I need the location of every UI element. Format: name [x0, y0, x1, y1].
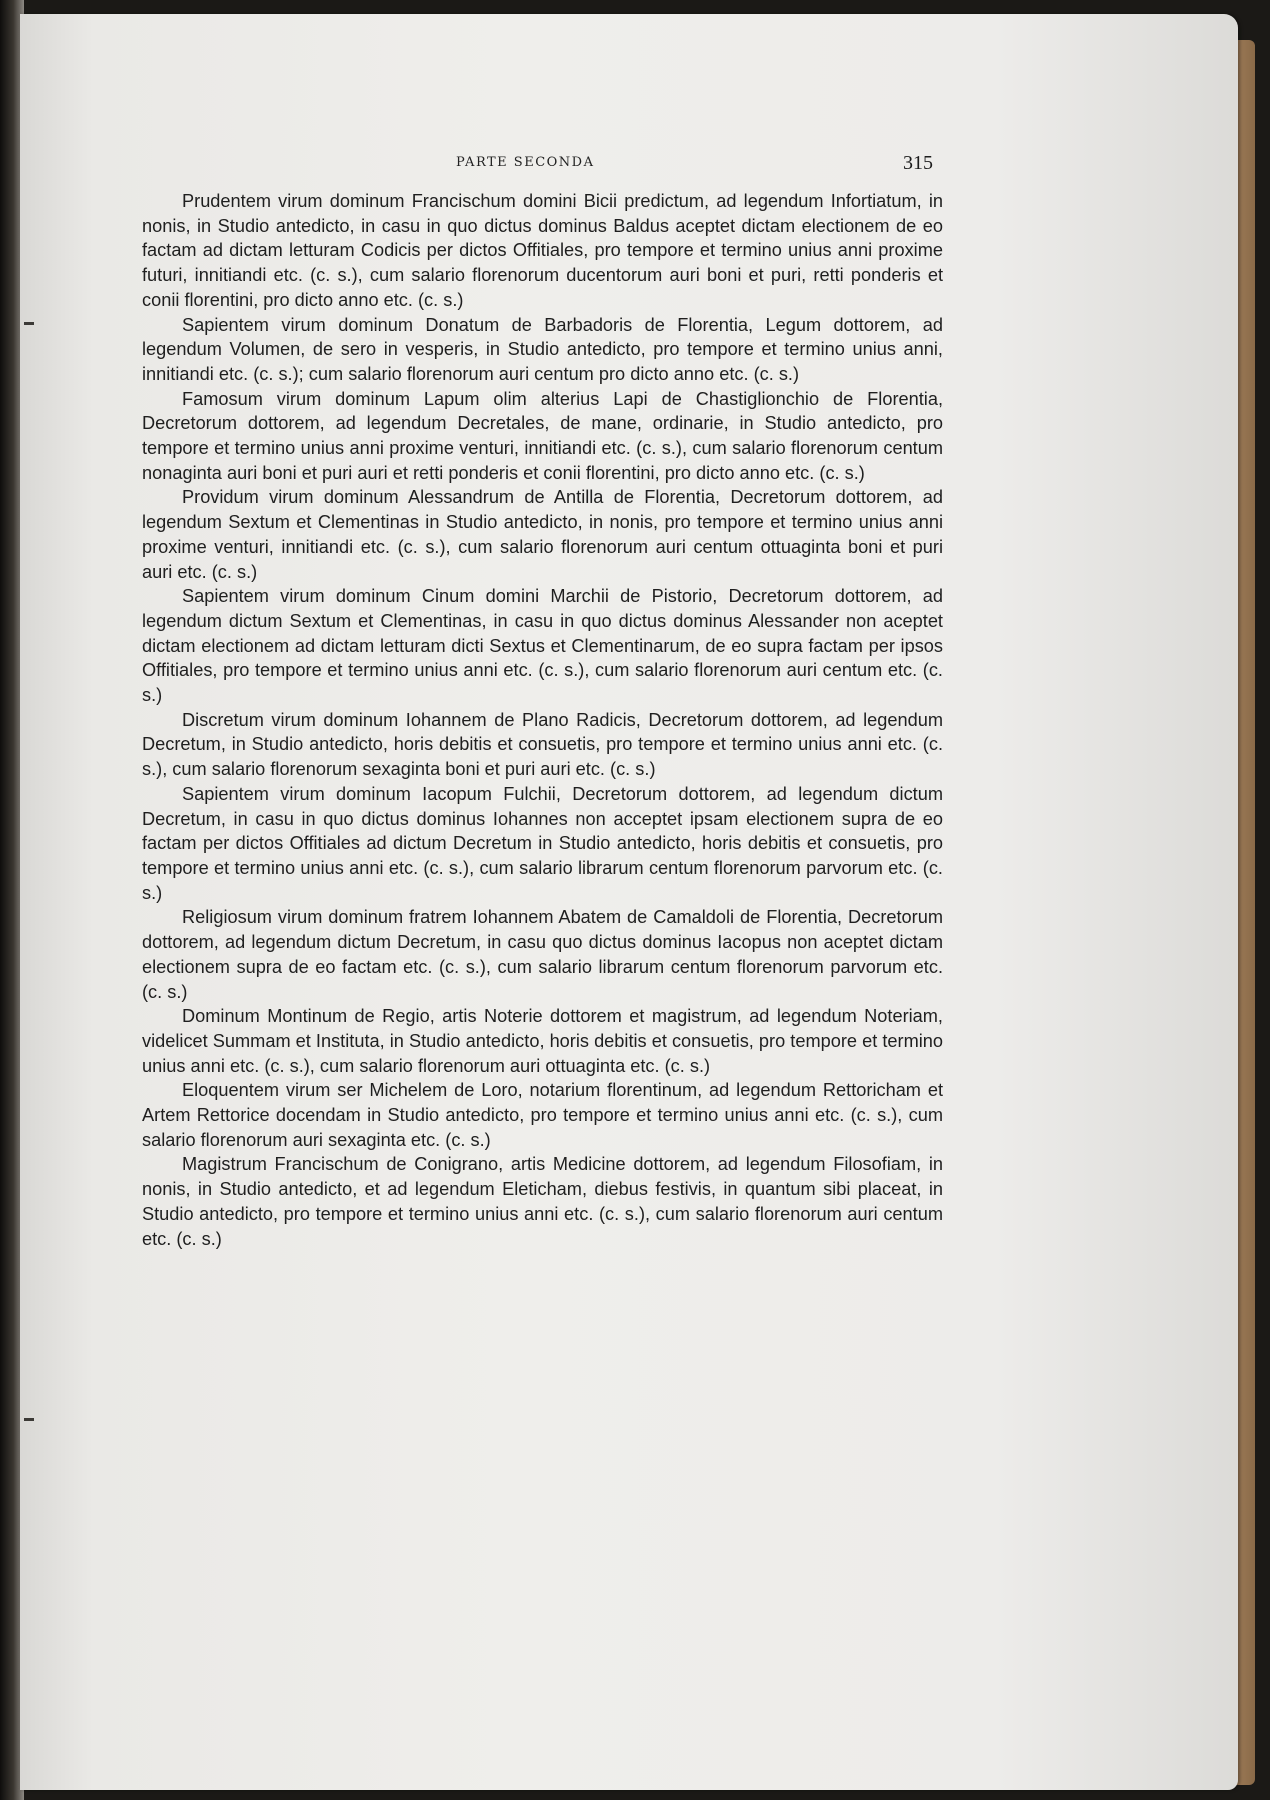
appointment-paragraph: Discretum virum dominum Iohannem de Plano Radicis, Decretorum dottorem, ad legendum Decretum, in Studio antedicto, horis debitis et consuetis, pro tempore et termino unius anni etc. (c. s.), cum salario florenorum sexaginta boni et puri auri etc. (c. s.): [142, 709, 943, 780]
running-head: PARTE SECONDA: [456, 155, 595, 170]
body-text: [142, 189, 943, 1251]
appointment-paragraph: Sapientem virum dominum Cinum domini Marchii de Pistorio, Decretorum dottorem, ad legendum dictum Sextum et Clementinas, in casu in quo dictus dominus Alessander non aceptet dictam electionem ad dictam letturam dicti Sextus et Clementinarum, de eo supra factam per ipsos Offitiales, pro tempore et termino unius anni etc. (c. s.), cum salario florenorum auri centum etc. (c. s.): [142, 586, 943, 706]
appointment-paragraph: Prudentem virum dominum Francischum domini Bicii predictum, ad legendum Infortiatum, in nonis, in Studio antedicto, in casu in quo dictus dominus Baldus aceptet dictam electionem de eo factam ad dictam letturam Codicis per dictos Offitiales, pro tempore et termino unius anni proxime futuri, innitiandi etc. (c. s.), cum salario florenorum ducentorum auri boni et puri, retti ponderis et conii florentini, pro dicto anno etc. (c. s.): [142, 191, 943, 310]
appointment-paragraph: Religiosum virum dominum fratrem Iohannem Abatem de Camaldoli de Florentia, Decretorum dottorem, ad legendum dictum Decretum, in casu quo dictus dominus Iacopus non aceptet dictam electionem supra de eo factam etc. (c. s.), cum salario librarum centum florenorum parvorum etc. (c. s.): [142, 907, 943, 1002]
page-number: 315: [903, 152, 933, 174]
appointment-paragraph: Eloquentem virum ser Michelem de Loro, notarium florentinum, ad legendum Rettoricham et Artem Rettorice docendam in Studio antedicto, pro tempore et termino unius anni etc. (c. s.), cum salario florenorum auri sexaginta etc. (c. s.): [142, 1080, 943, 1150]
margin-mark: [24, 322, 34, 325]
appointment-paragraph: Dominum Montinum de Regio, artis Noterie dottorem et magistrum, ad legendum Noteriam, videlicet Summam et Instituta, in Studio antedicto, horis debitis et consuetis, pro tempore et termino unius anni etc. (c. s.), cum salario florenorum auri ottuaginta etc. (c. s.): [142, 1006, 943, 1076]
appointment-paragraph: Famosum virum dominum Lapum olim alterius Lapi de Chastiglionchio de Florentia, Decretorum dottorem, ad legendum Decretales, de mane, ordinarie, in Studio antedicto, pro tempore et termino unius anni proxime venturi, innitiandi etc. (c. s.), cum salario florenorum centum nonaginta auri boni et puri auri et retti ponderis et conii florentini, pro dicto anno etc. (c. s.): [142, 388, 943, 483]
margin-mark: [24, 1418, 34, 1421]
appointment-paragraph: Sapientem virum dominum Iacopum Fulchii, Decretorum dottorem, ad legendum dictum Decretum, in casu in quo dictus dominus Iohannes non acceptet ipsam electionem supra de eo factam per dictos Offitiales ad dictum Decretum in Studio antedicto, horis debitis et consuetis, pro tempore et termino unius anni etc. (c. s.), cum salario librarum centum florenorum parvorum etc. (c. s.): [142, 783, 943, 903]
appointment-paragraph: Magistrum Francischum de Conigrano, artis Medicine dottorem, ad legendum Filosofiam, in nonis, in Studio antedicto, et ad legendum Eleticham, diebus festivis, in quantum sibi placeat, in Studio antedicto, pro tempore et termino unius anni etc. (c. s.), cum salario florenorum auri centum etc. (c. s.): [142, 1154, 943, 1249]
appointment-paragraph: Sapientem virum dominum Donatum de Barbadoris de Florentia, Legum dottorem, ad legendum Volumen, de sero in vesperis, in Studio antedicto, pro tempore et termino unius anni, innitiandi etc. (c. s.); cum salario florenorum auri centum pro dicto anno etc. (c. s.): [142, 314, 943, 384]
appointment-paragraph: Providum virum dominum Alessandrum de Antilla de Florentia, Decretorum dottorem, ad legendum Sextum et Clementinas in Studio antedicto, in nonis, pro tempore et termino unius anni proxime venturi, innitiandi etc. (c. s.), cum salario florenorum auri centum ottuaginta boni et puri auri etc. (c. s.): [142, 487, 943, 582]
